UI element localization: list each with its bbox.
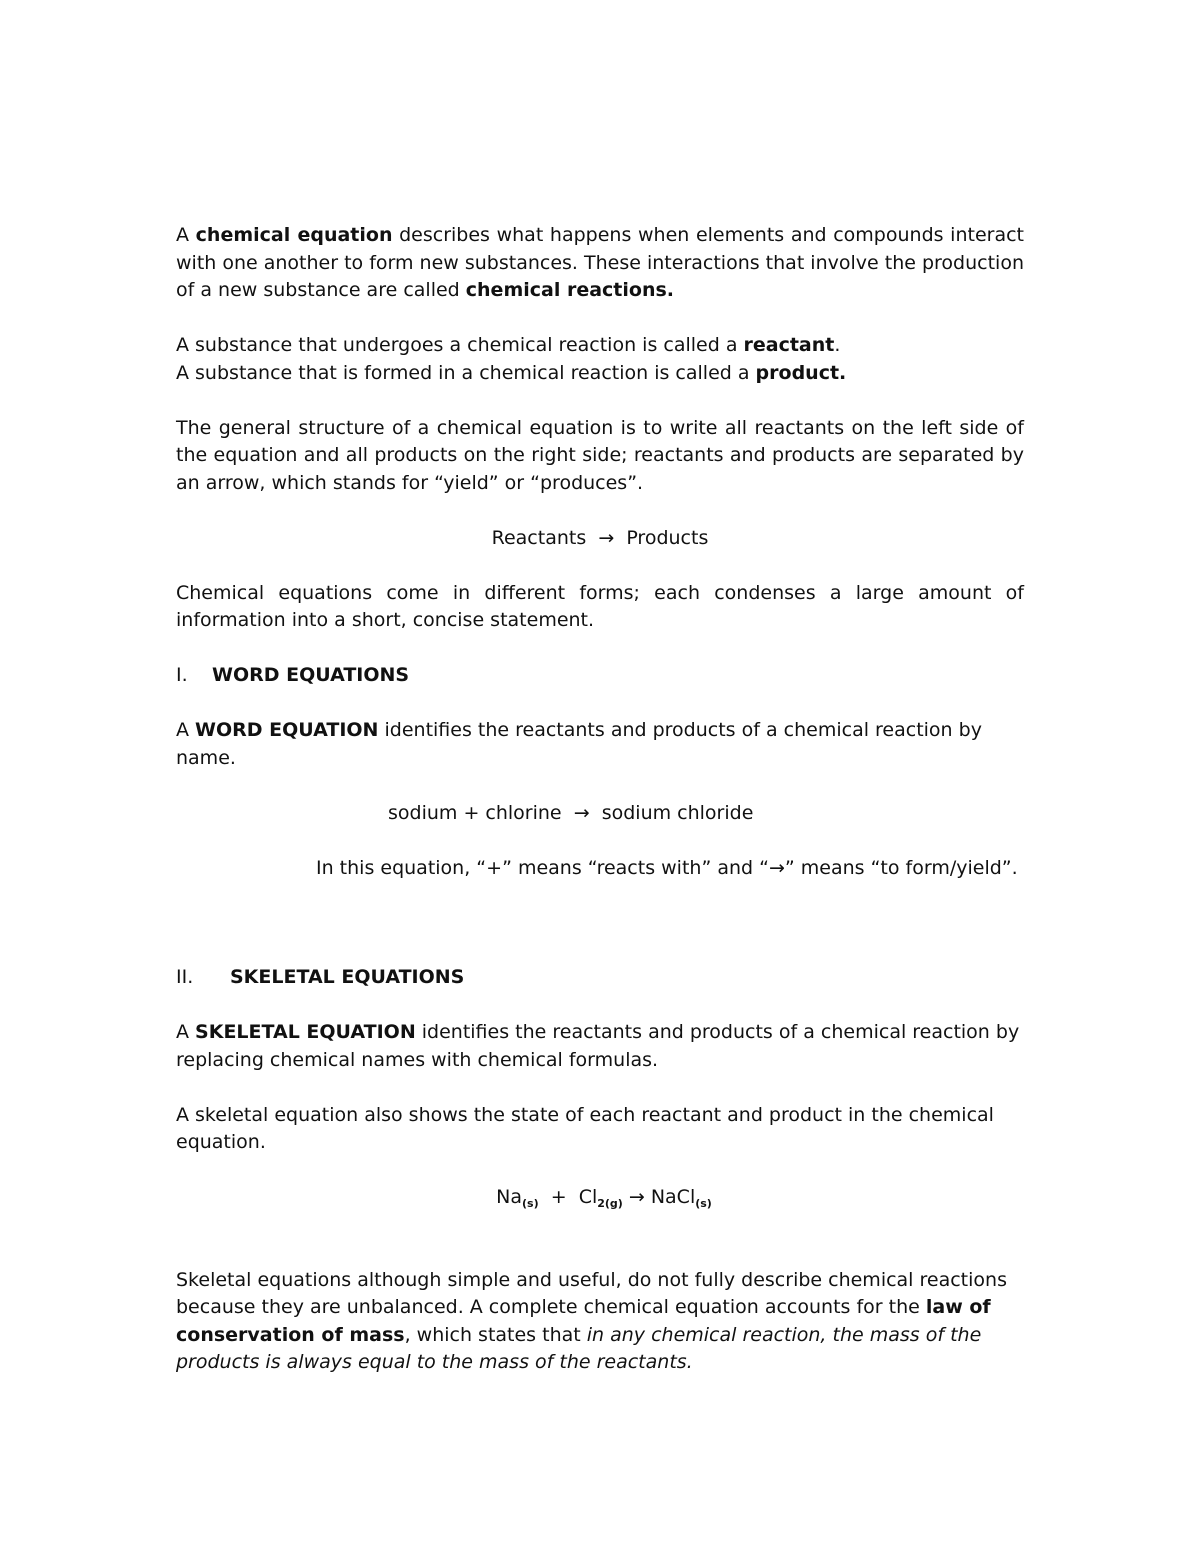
term-law-of-conservation-of-mass: law of conservation of mass <box>176 1296 991 1346</box>
word-equation-example: sodium + chlorine → sodium chloride <box>388 801 754 824</box>
skeletal-state-paragraph: A skeletal equation also shows the state of each reactant and product in the chemical equation. <box>176 1103 994 1153</box>
section-title: WORD EQUATIONS <box>212 664 410 686</box>
product-definition: A substance that is formed in a chemical reaction is called a product. <box>176 361 847 384</box>
term-chemical-reactions: chemical reactions. <box>465 279 675 301</box>
skeletal-equation-example: $Na_{(s)} + Cl_{2(g)}$ → NaCl$_{(s)}$ <box>496 1186 712 1210</box>
document-page <box>176 222 1024 1404</box>
reactant-definition: A substance that undergoes a chemical reaction is called a reactant. <box>176 334 841 356</box>
general-equation: Reactants → Products <box>491 526 709 549</box>
law-statement: in any chemical reaction, the mass of the products is always equal to the mass of the reactants. <box>176 1323 982 1373</box>
term-reactant: reactant <box>743 334 835 356</box>
term-word-equation: WORD EQUATION <box>195 719 379 741</box>
section-title: SKELETAL EQUATIONS <box>230 966 465 988</box>
section-heading-skeletal-equations <box>176 964 1024 992</box>
closing-paragraph: Skeletal equations although simple and useful, do not fully describe chemical reactions because they are unbalanced. A complete chemical equation accounts for the law of conservation of mass, which states that in any chemical reaction, the mass of the products is always equal to the mass of the reactants. <box>176 1268 1007 1373</box>
section-number: I. <box>176 664 188 686</box>
term-skeletal-equation: SKELETAL EQUATION <box>195 1021 416 1043</box>
word-equation-note: In this equation, “+” means “reacts with” and “→” means “to form/yield”. <box>316 856 1018 879</box>
term-chemical-equation: chemical equation <box>195 224 393 246</box>
skeletal-equation-definition: A SKELETAL EQUATION identifies the reactants and products of a chemical reaction by replacing chemical names with chemical formulas. <box>176 1021 1020 1071</box>
word-equation-definition: A WORD EQUATION identifies the reactants and products of a chemical reaction by name. <box>176 719 982 769</box>
section-heading-word-equations <box>176 662 1024 690</box>
section-number: II. <box>176 966 194 988</box>
term-product: product. <box>755 361 847 384</box>
structure-paragraph: The general structure of a chemical equation is to write all reactants on the left side of the equation and all products on the right side; reactants and products are separated by an arrow, which stands for “yield” or “produces”. <box>176 416 1024 494</box>
forms-paragraph: Chemical equations come in different forms; each condenses a large amount of information into a short, concise statement. <box>176 581 1024 631</box>
intro-paragraph: A chemical equation describes what happens when elements and compounds interact with one another to form new substances. These interactions that involve the production of a new substance are called chemical reactions. <box>176 224 1024 301</box>
